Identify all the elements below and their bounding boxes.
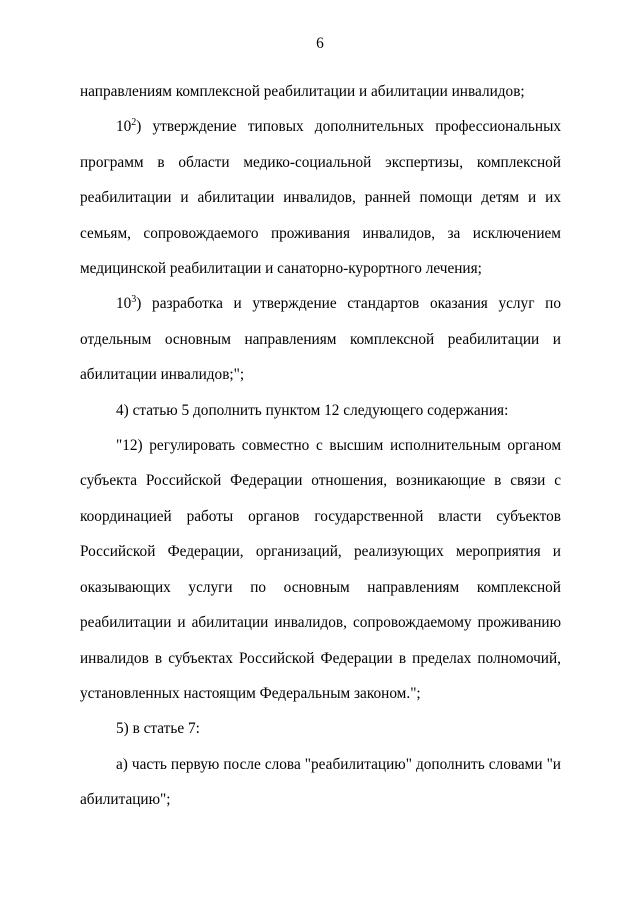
paragraph-item-10-3 — [80, 286, 561, 392]
page-number: 6 — [316, 35, 324, 52]
document-body — [80, 74, 561, 818]
paragraph-item-4: 4) статью 5 дополнить пунктом 12 следующего содержания: — [116, 401, 509, 419]
paragraph-item-10-2 — [80, 109, 561, 286]
paragraph-continuation: направлениям комплексной реабилитации и абилитации инвалидов; — [80, 83, 525, 100]
paragraph-text: ) разработка и утверждение стандартов оказания услуг по отдельным основным направлениям комплексной реабилитации и абилитации инвалидов;"; — [80, 295, 561, 384]
item-superscript: 2 — [131, 117, 137, 129]
paragraph-item-5: 5) в статье 7: — [116, 720, 200, 738]
paragraph-item-a: а) часть первую после слова "реабилитацию" дополнить словами "и абилитацию"; — [80, 755, 561, 809]
item-number: 10 — [116, 118, 132, 136]
item-number: 10 — [116, 295, 132, 313]
paragraph-item-12-quote: "12) регулировать совместно с высшим исполнительным органом субъекта Российской Федерации отношения, возникающие в связи с координацией работы органов государственной власти субъектов Российской Федерации, организаций, реализующих мероприятия и оказывающих услуги по основным направлениям комплексной реабилитации и абилитации инвалидов, сопровождаемому проживанию инвалидов в субъектах Российской Федерации в пределах полномочий, установленных настоящим Федеральным законом."; — [80, 437, 561, 702]
paragraph-text: ) утверждение типовых дополнительных профессиональных программ в области медико-социальной экспертизы, комплексной реабилитации и абилитации инвалидов, ранней помощи детям и их семьям, сопровождаемого проживания инвалидов, за исключением медицинской реабилитации и санаторно-курортного лечения; — [80, 118, 561, 278]
item-superscript: 3 — [131, 294, 137, 306]
